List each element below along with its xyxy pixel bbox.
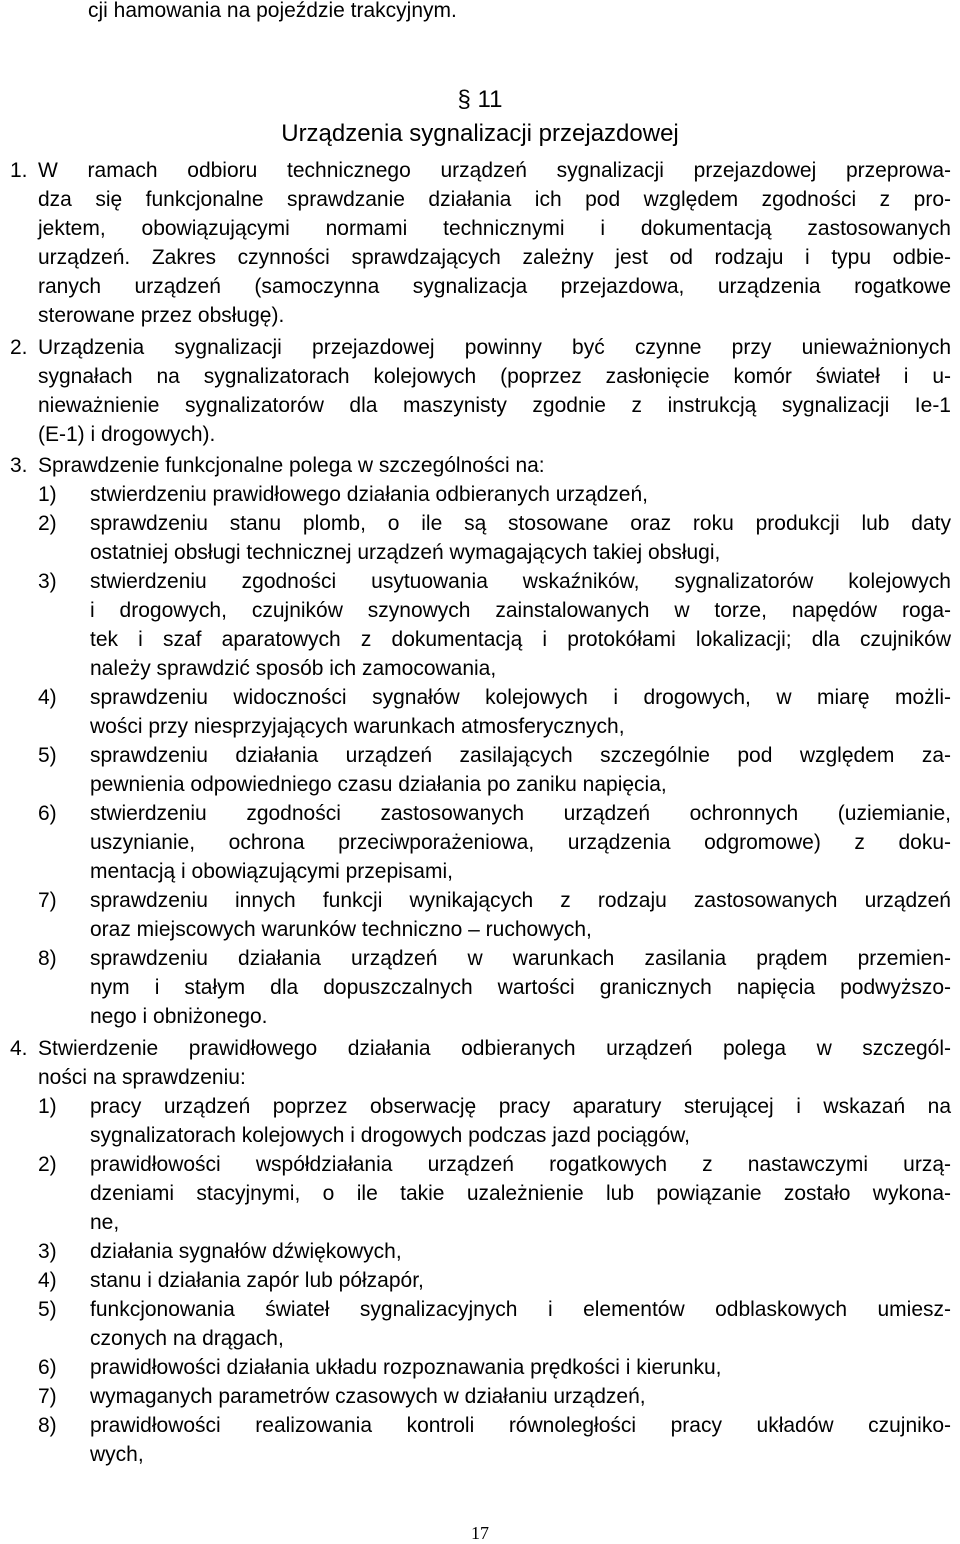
list-item-line: funkcjonowania świateł sygnalizacyjnych i elementów odblaskowych umiesz- bbox=[90, 1298, 951, 1321]
list-item-line: sprawdzeniu widoczności sygnałów kolejowych i drogowych, w miarę możli- bbox=[90, 686, 951, 709]
p3-lead: Sprawdzenie funkcjonalne polega w szczególności na: bbox=[38, 454, 545, 477]
list-item-line: uszynianie, ochrona przeciwporażeniowa, urządzenia odgromowe) z doku- bbox=[90, 831, 951, 854]
list-item-number: 4) bbox=[38, 1269, 57, 1292]
list-item-line: wymaganych parametrów czasowych w działaniu urządzeń, bbox=[90, 1385, 646, 1408]
list-item-line: nego i obniżonego. bbox=[90, 1005, 268, 1028]
list-item-number: 6) bbox=[38, 802, 57, 825]
list-item-number: 3) bbox=[38, 1240, 57, 1263]
p4-line: ności na sprawdzeniu: bbox=[38, 1066, 246, 1089]
section-title: Urządzenia sygnalizacji przejazdowej bbox=[281, 120, 679, 147]
list-item-number: 7) bbox=[38, 889, 57, 912]
list-item-number: 8) bbox=[38, 1414, 57, 1437]
list-item-line: sprawdzeniu stanu plomb, o ile są stosowane oraz roku produkcji lub daty bbox=[90, 512, 951, 535]
list-item-line: czonych na drągach, bbox=[90, 1327, 284, 1350]
p1-line: urządzeń. Zakres czynności sprawdzających zależny jest od rodzaju i typu odbie- bbox=[38, 246, 951, 269]
list-item-line: mentacją i obowiązującymi przepisami, bbox=[90, 860, 453, 883]
p2-line: nieważnienie sygnalizatorów dla maszynisty zgodnie z instrukcją sygnalizacji Ie-1 bbox=[38, 394, 951, 417]
list-item-number: 1) bbox=[38, 483, 57, 506]
list-item-number: 5) bbox=[38, 1298, 57, 1321]
p4-line: Stwierdzenie prawidłowego działania odbieranych urządzeń polega w szczegól- bbox=[38, 1037, 951, 1060]
list-item-line: ostatniej obsługi technicznej urządzeń wymagających takiej obsługi, bbox=[90, 541, 721, 564]
p4-number: 4. bbox=[10, 1037, 28, 1060]
list-item-number: 3) bbox=[38, 570, 57, 593]
list-item-line: tek i szaf aparatowych z dokumentacją i protokółami lokalizacji; dla czujników bbox=[90, 628, 951, 651]
list-item-line: wości przy niesprzyjających warunkach atmosferycznych, bbox=[90, 715, 625, 738]
p1-line: ranych urządzeń (samoczynna sygnalizacja przejazdowa, urządzenia rogatkowe bbox=[38, 275, 951, 298]
p3-number: 3. bbox=[10, 454, 28, 477]
list-item-line: sprawdzeniu działania urządzeń zasilających szczególnie pod względem za- bbox=[90, 744, 951, 767]
section-number: § 11 bbox=[457, 86, 503, 113]
list-item-line: dzeniami stacyjnymi, o ile takie uzależnienie lub powiązanie zostało wykona- bbox=[90, 1182, 951, 1205]
list-item-number: 2) bbox=[38, 1153, 57, 1176]
p1-line: W ramach odbioru technicznego urządzeń sygnalizacji przejazdowej przeprowa- bbox=[38, 159, 951, 182]
list-item-line: wych, bbox=[90, 1443, 144, 1466]
list-item-line: stanu i działania zapór lub półzapór, bbox=[90, 1269, 424, 1292]
p2-line: (E-1) i drogowych). bbox=[38, 423, 216, 446]
list-item-line: oraz miejscowych warunków techniczno – ruchowych, bbox=[90, 918, 592, 941]
list-item-line: sprawdzeniu działania urządzeń w warunkach zasilania prądem przemien- bbox=[90, 947, 951, 970]
list-item-line: należy sprawdzić sposób ich zamocowania, bbox=[90, 657, 497, 680]
list-item-number: 5) bbox=[38, 744, 57, 767]
p1-number: 1. bbox=[10, 159, 28, 182]
list-item-line: i drogowych, czujników szynowych zainstalowanych w torze, napędów roga- bbox=[90, 599, 951, 622]
p1-line: dza się funkcjonalne sprawdzanie działania ich pod względem zgodności z pro- bbox=[38, 188, 951, 211]
p2-number: 2. bbox=[10, 336, 28, 359]
list-item-number: 2) bbox=[38, 512, 57, 535]
list-item-line: sygnalizatorach kolejowych i drogowych podczas jazd pociągów, bbox=[90, 1124, 690, 1147]
list-item-number: 4) bbox=[38, 686, 57, 709]
p1-line: jektem, obowiązującymi normami technicznymi i dokumentacją zastosowanych bbox=[38, 217, 951, 240]
list-item-number: 1) bbox=[38, 1095, 57, 1118]
list-item-line: stwierdzeniu zgodności zastosowanych urządzeń ochronnych (uziemianie, bbox=[90, 802, 951, 825]
list-item-number: 7) bbox=[38, 1385, 57, 1408]
top-line: cji hamowania na pojeździe trakcyjnym. bbox=[88, 0, 457, 22]
list-item-line: prawidłowości współdziałania urządzeń rogatkowych z nastawczymi urzą- bbox=[90, 1153, 951, 1176]
list-item-number: 6) bbox=[38, 1356, 57, 1379]
list-item-line: sprawdzeniu innych funkcji wynikających z rodzaju zastosowanych urządzeń bbox=[90, 889, 951, 912]
list-item-line: działania sygnałów dźwiękowych, bbox=[90, 1240, 402, 1263]
list-item-line: pracy urządzeń poprzez obserwację pracy aparatury sterującej i wskazań na bbox=[90, 1095, 951, 1118]
p1-line: sterowane przez obsługę). bbox=[38, 304, 285, 327]
list-item-line: pewnienia odpowiedniego czasu działania po zaniku napięcia, bbox=[90, 773, 667, 796]
list-item-line: nym i stałym dla dopuszczalnych wartości granicznych napięcia podwyższo- bbox=[90, 976, 951, 999]
p2-line: sygnałach na sygnalizatorach kolejowych (poprzez zasłonięcie komór świateł i u- bbox=[38, 365, 951, 388]
p2-line: Urządzenia sygnalizacji przejazdowej powinny być czynne przy unieważnionych bbox=[38, 336, 951, 359]
list-item-line: ne, bbox=[90, 1211, 120, 1234]
list-item-line: stwierdzeniu prawidłowego działania odbieranych urządzeń, bbox=[90, 483, 648, 506]
list-item-line: prawidłowości realizowania kontroli równoległości pracy układów czujniko- bbox=[90, 1414, 951, 1437]
page-number: 17 bbox=[471, 1523, 489, 1543]
list-item-line: prawidłowości działania układu rozpoznawania prędkości i kierunku, bbox=[90, 1356, 722, 1379]
list-item-number: 8) bbox=[38, 947, 57, 970]
list-item-line: stwierdzeniu zgodności usytuowania wskaźników, sygnalizatorów kolejowych bbox=[90, 570, 951, 593]
